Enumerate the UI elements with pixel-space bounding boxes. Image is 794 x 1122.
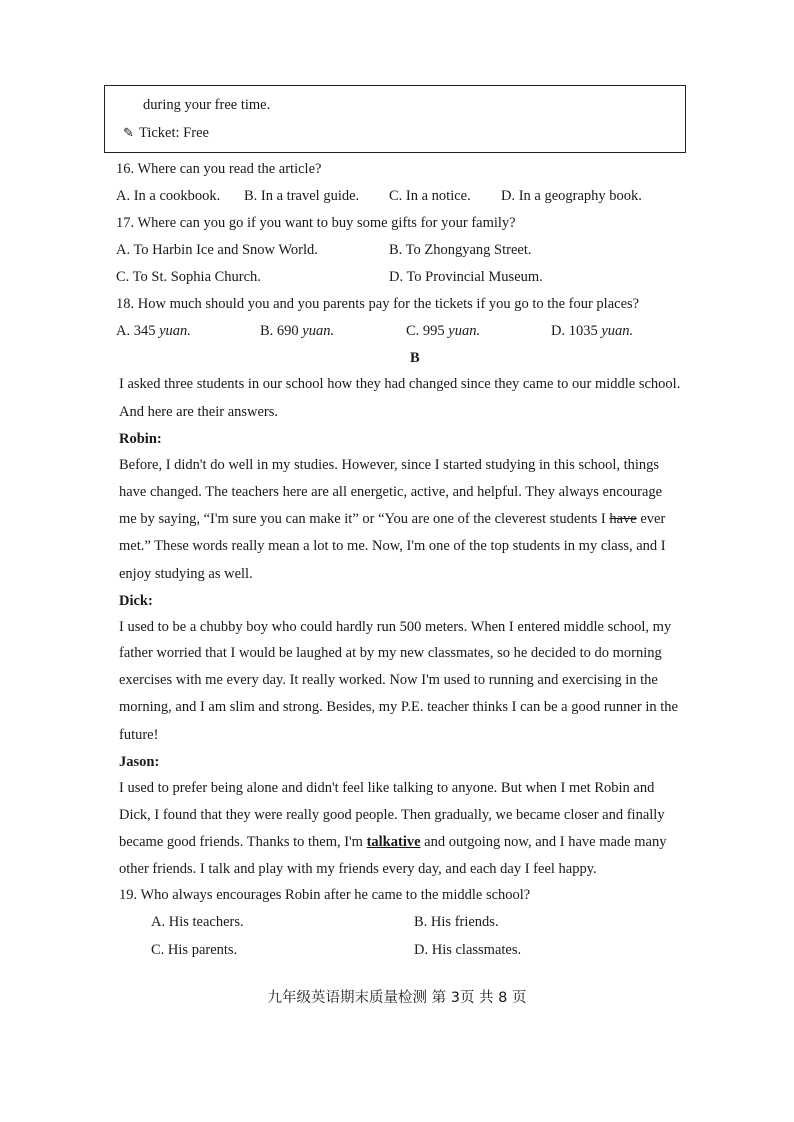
q17-option-b: B. To Zhongyang Street.: [389, 242, 532, 258]
q16-stem: 16. Where can you read the article?: [116, 161, 322, 177]
q17-option-c: C. To St. Sophia Church.: [116, 269, 261, 285]
q19-option-a: A. His teachers.: [151, 914, 244, 930]
q18-option-d: D. 1035 yuan.: [551, 323, 634, 339]
ticket-text: Ticket: Free: [139, 125, 209, 141]
dick-line-3: exercises with me every day. It really worked. Now I'm used to running and exercising in the: [119, 672, 658, 688]
dick-line-1: I used to be a chubby boy who could hardly run 500 meters. When I entered middle school, my: [119, 619, 672, 635]
dick-name: Dick:: [119, 593, 153, 609]
q19-option-c: C. His parents.: [151, 942, 238, 958]
robin-line-3: me by saying, “I'm sure you can make it” or “You are one of the cleverest students I have ever: [119, 511, 666, 527]
q16-option-b: B. In a travel guide.: [244, 188, 360, 204]
box-line-1: during your free time.: [143, 97, 271, 113]
page-footer: 九年级英语期末质量检测 第 3页 共 8 页: [267, 990, 527, 1006]
jason-line-1: I used to prefer being alone and didn't feel like talking to anyone. But when I met Robin and: [119, 780, 655, 796]
q17-stem: 17. Where can you go if you want to buy some gifts for your family?: [116, 215, 516, 231]
dick-line-5: future!: [119, 727, 159, 743]
q16-option-d: D. In a geography book.: [501, 188, 642, 204]
section-b-heading: B: [410, 350, 420, 366]
struck-word: have: [609, 511, 637, 527]
robin-line-1: Before, I didn't do well in my studies. However, since I started studying in this school, things: [119, 457, 660, 473]
q17-option-d: D. To Provincial Museum.: [389, 269, 543, 285]
robin-name: Robin:: [119, 431, 162, 447]
q19-option-b: B. His friends.: [414, 914, 499, 930]
jason-line-4: other friends. I talk and play with my friends every day, and each day I feel happy.: [119, 861, 597, 877]
pointing-hand-icon: ✎: [123, 125, 134, 140]
robin-line-5: enjoy studying as well.: [119, 566, 253, 582]
underlined-word: talkative: [366, 834, 421, 850]
ticket-line: [123, 124, 209, 142]
dick-line-2: father worried that I would be laughed at by my new classmates, so he decided to do morning: [119, 645, 662, 661]
info-box: [104, 85, 686, 153]
q19-option-d: D. His classmates.: [414, 942, 522, 958]
jason-line-3: became good friends. Thanks to them, I'm talkative and outgoing now, and I have made many: [119, 834, 667, 850]
jason-name: Jason:: [119, 754, 160, 770]
q16-option-a: A. In a cookbook.: [116, 188, 221, 204]
q19-stem: 19. Who always encourages Robin after he came to the middle school?: [119, 887, 531, 903]
q18-stem: 18. How much should you and you parents pay for the tickets if you go to the four places?: [116, 296, 640, 312]
jason-line-2: Dick, I found that they were really good people. Then gradually, we became closer and finally: [119, 807, 665, 823]
q18-option-c: C. 995 yuan.: [406, 323, 481, 339]
q17-option-a: A. To Harbin Ice and Snow World.: [116, 242, 318, 258]
q16-option-c: C. In a notice.: [389, 188, 471, 204]
intro-line-2: And here are their answers.: [119, 404, 279, 420]
q18-option-a: A. 345 yuan.: [116, 323, 191, 339]
q18-option-b: B. 690 yuan.: [260, 323, 335, 339]
robin-line-2: have changed. The teachers here are all energetic, active, and helpful. They always encourage: [119, 484, 663, 500]
robin-line-4: met.” These words really mean a lot to me. Now, I'm one of the top students in my class, and I: [119, 538, 666, 554]
intro-line-1: I asked three students in our school how they had changed since they came to our middle school.: [119, 376, 681, 392]
dick-line-4: morning, and I am slim and strong. Besides, my P.E. teacher thinks I can be a good runner in the: [119, 699, 678, 715]
